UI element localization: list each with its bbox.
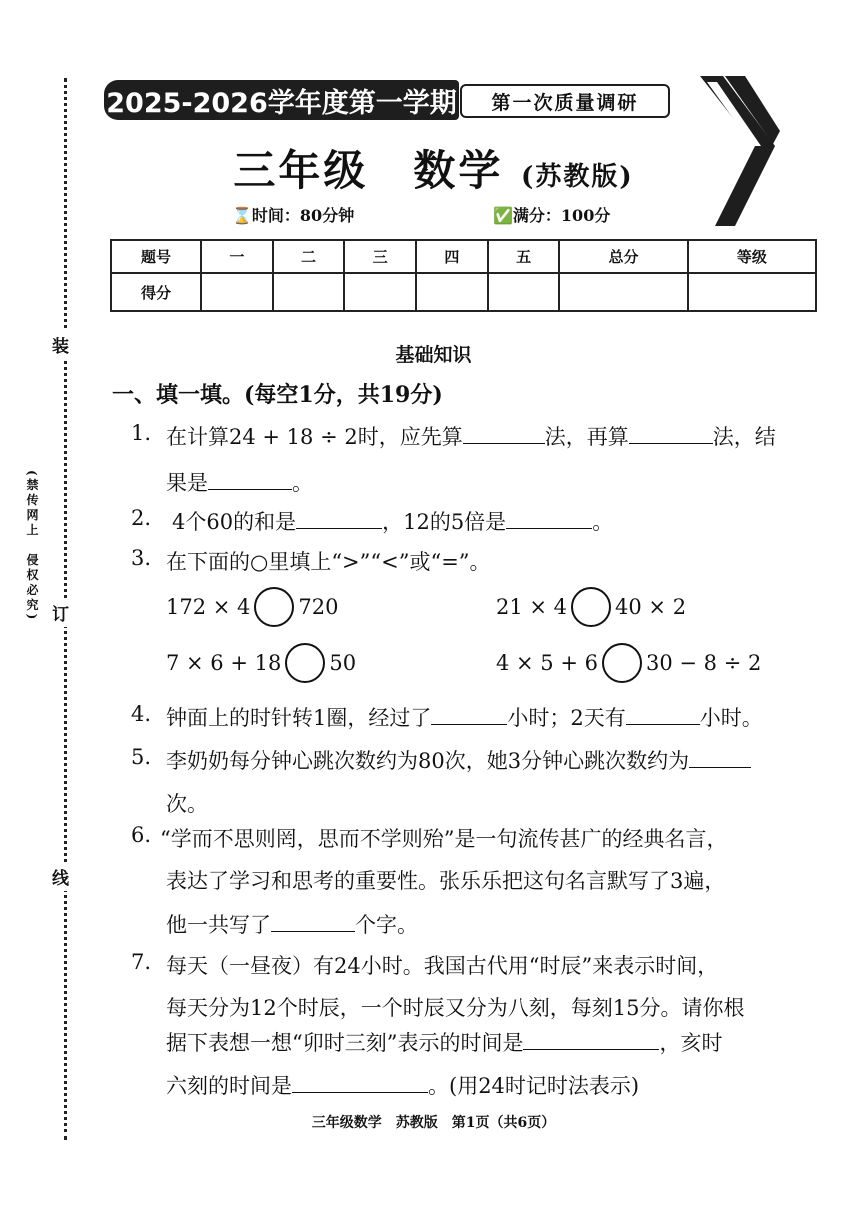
question-text: 个字。 [355, 913, 418, 937]
score-header-cell: 二 [273, 240, 345, 273]
page-footer: 三年级数学 苏教版 第1页（共6页） [311, 1115, 556, 1131]
answer-blank[interactable] [208, 468, 292, 490]
question-text: 在计算24 + 18 ÷ 2时，应先算 [166, 425, 463, 449]
question-7-line-3 [166, 1027, 722, 1057]
answer-blank[interactable] [271, 910, 355, 932]
score-header-cell: 五 [488, 240, 560, 273]
question-1-line-2 [166, 467, 313, 497]
compare-circle[interactable] [285, 643, 325, 683]
compare-left: 21 × 4 [496, 595, 568, 619]
compare-left: 4 × 5 + 6 [496, 651, 598, 675]
score-header-cell: 题号 [111, 240, 201, 273]
compare-left: 7 × 6 + 18 [166, 651, 282, 675]
time-text: 时间：80分钟 [251, 206, 355, 225]
question-number: 7. [131, 950, 152, 974]
question-5-line-1 [166, 745, 751, 775]
score-cell[interactable] [559, 273, 687, 311]
question-text: 4个60的和是 [172, 510, 297, 534]
semester-banner: 2025-2026学年度第一学期 [104, 80, 459, 120]
question-number: 6. [131, 823, 152, 847]
compare-right: 40 × 2 [615, 595, 687, 619]
score-header-cell: 总分 [559, 240, 687, 273]
answer-blank[interactable] [689, 746, 751, 768]
binding-label-ding: 订 [52, 598, 69, 627]
question-text: 小时；2天有 [507, 706, 626, 730]
compare-right: 50 [329, 651, 357, 675]
hourglass-icon: ⌛ [232, 206, 252, 225]
binding-label-xian: 线 [52, 862, 69, 891]
score-header-cell: 一 [201, 240, 273, 273]
edition-label: (苏教版) [521, 162, 634, 192]
question-7-line-2: 每天分为12个时辰，一个时辰又分为八刻，每刻15分。请你根 [166, 996, 745, 1020]
question-text: 小时。 [699, 706, 763, 730]
page-title [0, 138, 867, 198]
compare-circle[interactable] [571, 587, 611, 627]
question-text: 法，结 [712, 425, 776, 449]
score-table-score-row [111, 273, 816, 311]
question-3-text: 在下面的○里填上“>”“<”或“=”。 [166, 550, 491, 574]
question-text: 法，再算 [544, 425, 629, 449]
compare-left: 172 × 4 [166, 595, 251, 619]
binding-label-zhuang: 装 [52, 330, 69, 359]
score-cell[interactable] [488, 273, 560, 311]
score-row-label: 得分 [111, 273, 201, 311]
score-header-cell: 等级 [688, 240, 816, 273]
compare-right: 30 − 8 ÷ 2 [645, 651, 762, 675]
score-info [493, 203, 610, 226]
answer-blank[interactable] [296, 507, 382, 529]
answer-blank[interactable] [431, 703, 507, 725]
check-circle-icon: ✅ [493, 206, 513, 225]
question-text: 。(用24时记时法表示) [428, 1074, 640, 1098]
question-text: 。 [592, 510, 614, 534]
score-table-header-row [111, 240, 816, 273]
exam-tag: 第一次质量调研 [460, 84, 670, 118]
answer-blank[interactable] [523, 1028, 659, 1050]
time-info [232, 203, 354, 226]
score-cell[interactable] [416, 273, 488, 311]
compare-circle[interactable] [602, 643, 642, 683]
question-text: 。 [292, 471, 313, 495]
question-5-line-2: 次。 [166, 792, 208, 816]
question-text: 李奶奶每分钟心跳次数约为80次，她3分钟心跳次数约为 [166, 749, 690, 773]
score-cell[interactable] [273, 273, 345, 311]
full-score-text: 满分：100分 [512, 206, 611, 225]
question-2-line [172, 506, 613, 536]
score-cell[interactable] [688, 273, 816, 311]
question-6-line-3 [166, 909, 418, 939]
score-header-cell: 四 [416, 240, 488, 273]
question-number: 3. [131, 546, 152, 570]
question-number: 1. [131, 421, 152, 445]
question-text: ，亥时 [659, 1031, 723, 1055]
answer-blank[interactable] [506, 507, 592, 529]
copyright-warning: (禁传网上 侵权必究) [25, 470, 39, 623]
compare-item [166, 587, 338, 627]
question-text: 他一共写了 [166, 913, 271, 937]
question-number: 2. [131, 506, 152, 530]
compare-item [496, 587, 686, 627]
question-text: ，12的5倍是 [382, 510, 507, 534]
question-text: 六刻的时间是 [166, 1074, 292, 1098]
answer-blank[interactable] [463, 422, 545, 444]
question-number: 5. [131, 745, 152, 769]
compare-item [166, 643, 356, 683]
compare-right: 720 [298, 595, 339, 619]
score-cell[interactable] [201, 273, 273, 311]
score-table [110, 239, 817, 312]
answer-blank[interactable] [292, 1071, 428, 1093]
compare-item [496, 643, 761, 683]
part-one-title: 一、填一填。(每空1分，共19分) [112, 382, 443, 408]
question-text: 据下表想一想“卯时三刻”表示的时间是 [166, 1031, 524, 1055]
score-header-cell: 三 [344, 240, 416, 273]
section-title: 基础知识 [395, 344, 472, 366]
score-cell[interactable] [344, 273, 416, 311]
question-text: 果是 [166, 471, 208, 495]
question-number: 4. [131, 702, 152, 726]
question-text: 钟面上的时针转1圈，经过了 [166, 706, 432, 730]
answer-blank[interactable] [626, 703, 700, 725]
question-6-line-1: “学而不思则罔，思而不学则殆”是一句流传甚广的经典名言， [160, 827, 728, 851]
question-7-line-1: 每天（一昼夜）有24小时。我国古代用“时辰”来表示时间， [166, 954, 719, 978]
question-7-line-4 [166, 1070, 639, 1100]
compare-circle[interactable] [254, 587, 294, 627]
question-4-line [166, 702, 763, 732]
subject-title: 三年级 数学 [233, 146, 504, 195]
answer-blank[interactable] [629, 422, 713, 444]
question-1-line-1 [166, 421, 776, 451]
question-6-line-2: 表达了学习和思考的重要性。张乐乐把这句名言默写了3遍， [166, 869, 726, 893]
